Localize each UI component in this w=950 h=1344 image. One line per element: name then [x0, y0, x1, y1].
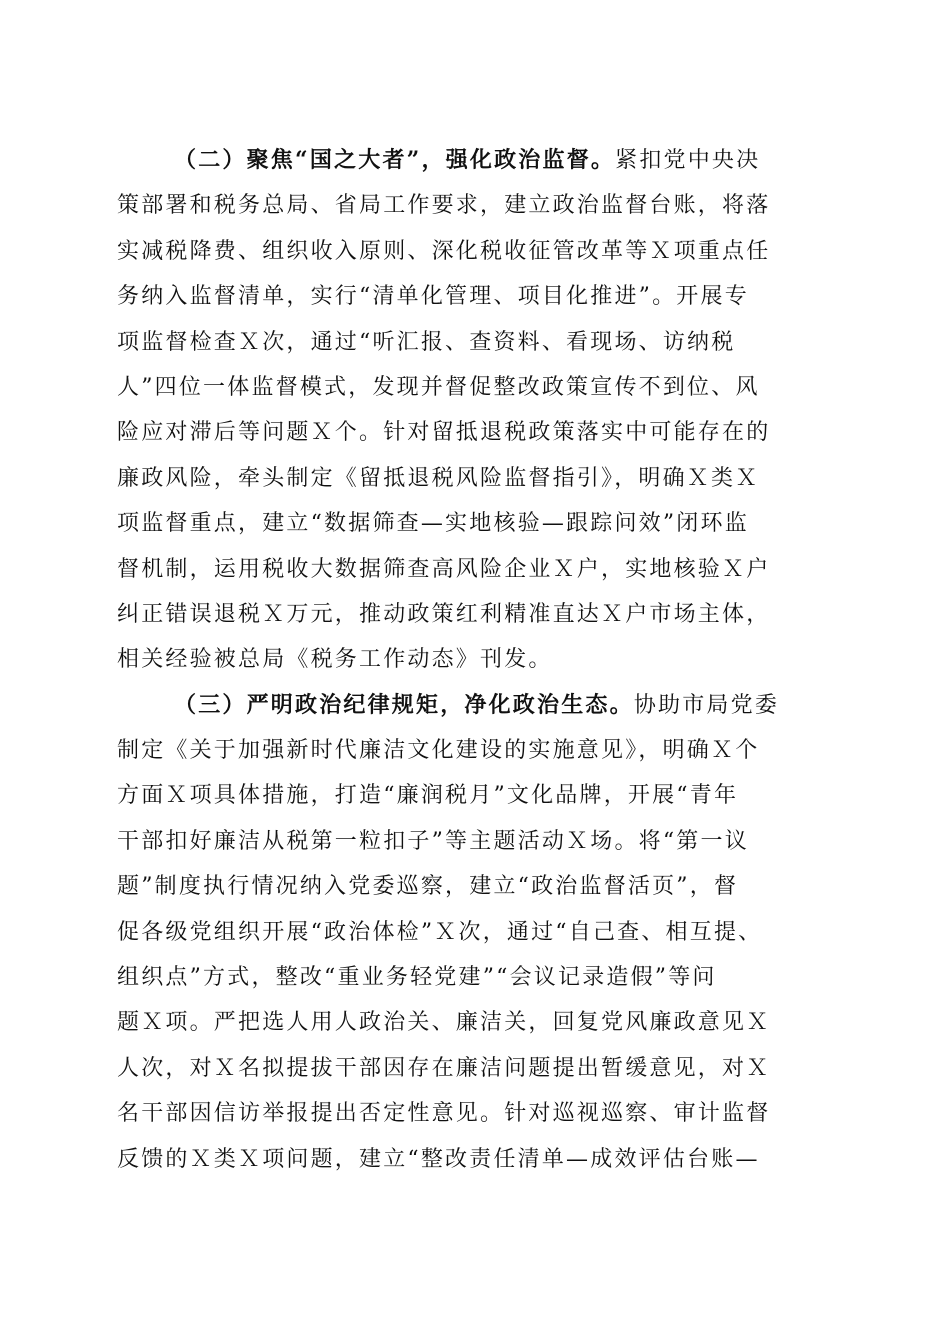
paragraph-line: 相关经验被总局《税务工作动态》刊发。 [117, 647, 553, 673]
paragraph-line: 干部扣好廉洁从税第一粒扣子”等主题活动Ｘ场。将“第一议 [117, 828, 749, 854]
paragraph-3-heading: （三）严明政治纪律规矩，净化政治生态。 [174, 691, 634, 718]
paragraph-line: 项监督检查Ｘ次，通过“听汇报、查资料、看现场、访纳税 [117, 329, 736, 355]
paragraph-3-line-1 [174, 683, 834, 728]
paragraph-line: 督机制，运用税收大数据筛查高风险企业Ｘ户，实地核验Ｘ户 [117, 556, 771, 582]
paragraph-2-text: 紧扣党中央决 [615, 148, 761, 173]
paragraph-line: 方面Ｘ项具体措施，打造“廉润税月”文化品牌，开展“青年 [117, 783, 739, 809]
paragraph-line: 反馈的Ｘ类Ｘ项问题，建立“整改责任清单—成效评估台账— [117, 1146, 760, 1172]
paragraph-line: 廉政风险，牵头制定《留抵退税风险监督指引》，明确Ｘ类Ｘ [117, 465, 760, 491]
paragraph-line: 项监督重点，建立“数据筛查—实地核验—跟踪问效”闭环监 [117, 511, 749, 537]
paragraph-2-heading: （二）聚焦“国之大者”，强化政治监督。 [174, 147, 616, 173]
paragraph-line: 人次，对Ｘ名拟提拔干部因存在廉洁问题提出暂缓意见，对Ｘ [117, 1055, 771, 1081]
paragraph-line: 制定《关于加强新时代廉洁文化建设的实施意见》，明确Ｘ个 [117, 738, 760, 764]
paragraph-line: 题Ｘ项。严把选人用人政治关、廉洁关，回复党风廉政意见Ｘ [117, 1010, 771, 1036]
paragraph-line: 组织点”方式，整改“重业务轻党建”“会议记录造假”等问 [117, 965, 717, 991]
document-body [117, 138, 834, 1182]
paragraph-line: 人”四位一体监督模式，发现并督促整改政策宣传不到位、风 [117, 374, 760, 400]
paragraph-3-text: 协助市局党委 [633, 692, 780, 718]
paragraph-line: 纠正错误退税Ｘ万元，推动政策红利精准直达Ｘ户市场主体， [117, 601, 771, 627]
paragraph-line: 实减税降费、组织收入原则、深化税收征管改革等Ｘ项重点任 [117, 238, 771, 264]
paragraph-line: 险应对滞后等问题Ｘ个。针对留抵退税政策落实中可能存在的 [117, 420, 771, 446]
paragraph-line: 务纳入监督清单，实行“清单化管理、项目化推进”。开展专 [117, 284, 749, 310]
paragraph-line: 策部署和税务总局、省局工作要求，建立政治监督台账，将落 [117, 193, 771, 219]
paragraph-2-line-1 [174, 138, 834, 183]
paragraph-line: 促各级党组织开展“政治体检”Ｘ次，通过“自己查、相互提、 [117, 919, 763, 945]
paragraph-line: 题”制度执行情况纳入党委巡察，建立“政治监督活页”，督 [117, 874, 739, 900]
paragraph-line: 名干部因信访举报提出否定性意见。针对巡视巡察、审计监督 [117, 1101, 771, 1127]
